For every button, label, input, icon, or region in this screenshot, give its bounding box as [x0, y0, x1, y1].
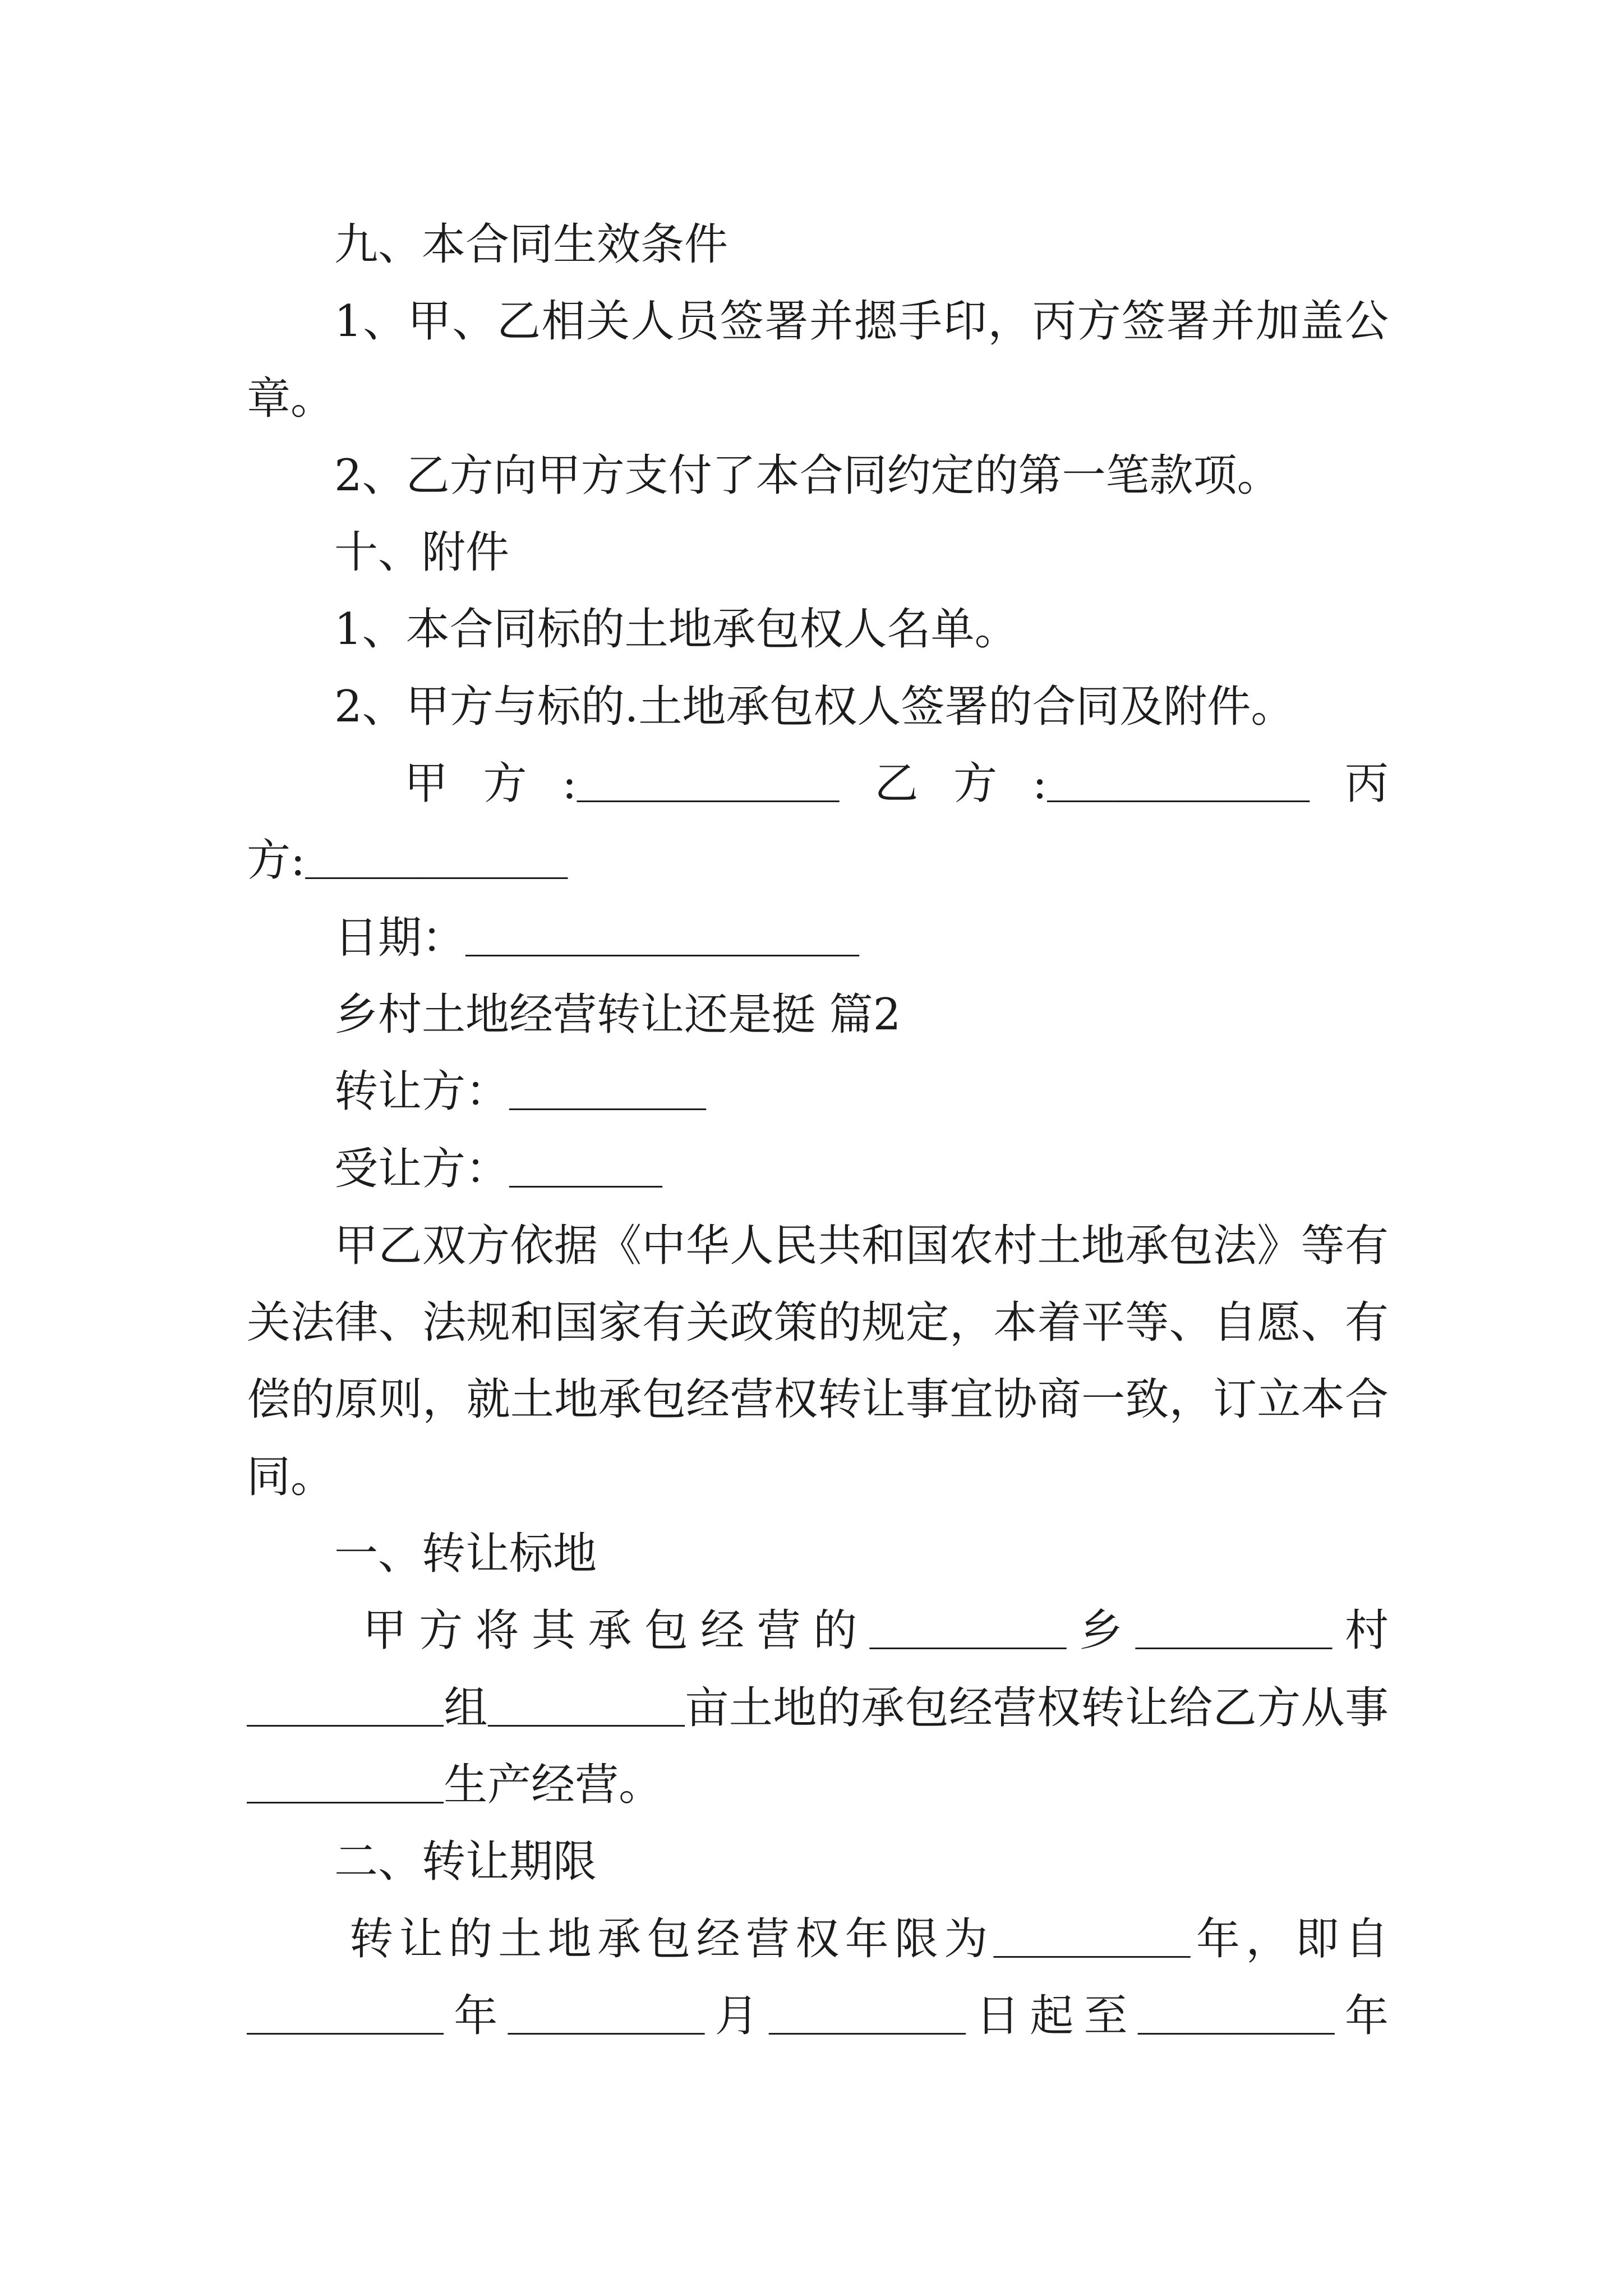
day-from-to-text: 日起至 [965, 1990, 1138, 2041]
village-unit: 村 [1332, 1605, 1389, 1657]
party-c-label: 丙 [1310, 758, 1389, 809]
month-unit: 月 [704, 1990, 769, 2041]
end-year-blank: _________ [1137, 2000, 1335, 2042]
preamble-line-4: 同。 [247, 1451, 335, 1502]
preamble-line-2: 关法律、法规和国家有关政策的规定，本着平等、自愿、有 [247, 1297, 1389, 1349]
date-blank: __________________ [465, 922, 860, 964]
clause-1-line-3 [247, 1747, 1389, 1824]
date-line [247, 900, 1389, 977]
start-month-blank: _________ [508, 2000, 705, 2042]
group-unit: 组 [444, 1682, 488, 1733]
transferor-label: 转让方： [334, 1066, 510, 1117]
document-body [247, 206, 1389, 2055]
clause-2-text: 年，即自 [1190, 1913, 1389, 1964]
year-unit: 年 [1334, 1990, 1389, 2041]
transferee-label: 受让方： [334, 1143, 510, 1194]
township-blank: _________ [869, 1615, 1067, 1657]
party-a-label: 甲方: [404, 758, 577, 809]
clause-9-item-1: 1、甲、乙相关人员签署并摁手印，丙方签署并加盖公 [334, 296, 1389, 347]
clause-9-item-2: 2、乙方向甲方支付了本合同约定的第一笔款项。 [334, 450, 1281, 501]
party-a-signature-blank: ____________ [577, 768, 840, 810]
township-unit: 乡 [1066, 1605, 1136, 1657]
transferor-line [247, 1053, 1389, 1130]
start-day-blank: _________ [768, 2000, 966, 2042]
party-c-line [247, 822, 1389, 899]
clause-1-text: 生产经营。 [444, 1759, 663, 1810]
transferee-line [247, 1131, 1389, 1208]
date-label: 日期： [334, 912, 466, 963]
clause-10-heading: 十、附件 [334, 527, 510, 578]
clause-2-heading: 二、转让期限 [334, 1837, 597, 1888]
year-unit: 年 [444, 1990, 508, 2041]
party-b-label: 乙方: [839, 758, 1048, 809]
village-blank: _________ [1135, 1615, 1332, 1657]
party-c-signature-blank: ____________ [305, 845, 568, 887]
transferee-blank: _______ [509, 1153, 663, 1195]
signature-line [247, 746, 1389, 822]
clause-9-item-1-continued: 章。 [247, 373, 335, 424]
party-c-label-continued: 方: [247, 835, 306, 886]
clause-2-text: 转让的土地承包经营权年限为 [349, 1913, 994, 1964]
clause-10-item-1: 1、本合同标的土地承包权人名单。 [334, 604, 1018, 655]
group-blank: _________ [247, 1692, 444, 1734]
term-years-blank: _________ [993, 1923, 1191, 1965]
clause-2-line-2 [247, 1978, 1389, 2055]
clause-1-line-1 [247, 1593, 1389, 1669]
area-mu-blank: _________ [487, 1692, 685, 1734]
business-type-blank: _________ [247, 1769, 444, 1811]
clause-10-item-2: 2、甲方与标的.土地承包权人签署的合同及附件。 [334, 681, 1295, 732]
clause-1-line-2 [247, 1670, 1389, 1747]
transferor-blank: _________ [509, 1076, 707, 1118]
contract-2-title: 乡村土地经营转让还是挺 篇2 [334, 989, 901, 1040]
preamble-line-1: 甲乙双方依据《中华人民共和国农村土地承包法》等有 [334, 1220, 1389, 1271]
clause-1-text: 亩土地的承包经营权转让给乙方从事 [685, 1682, 1389, 1733]
clause-2-line-1 [247, 1901, 1389, 1978]
clause-9-heading: 九、本合同生效条件 [334, 219, 728, 270]
start-year-blank: _________ [247, 2000, 444, 2042]
clause-1-text: 甲方将其承包经营的 [362, 1605, 870, 1657]
party-b-signature-blank: ____________ [1047, 768, 1310, 810]
clause-1-heading: 一、转让标地 [334, 1529, 597, 1580]
preamble-line-3: 偿的原则，就土地承包经营权转让事宜协商一致，订立本合 [247, 1374, 1389, 1425]
